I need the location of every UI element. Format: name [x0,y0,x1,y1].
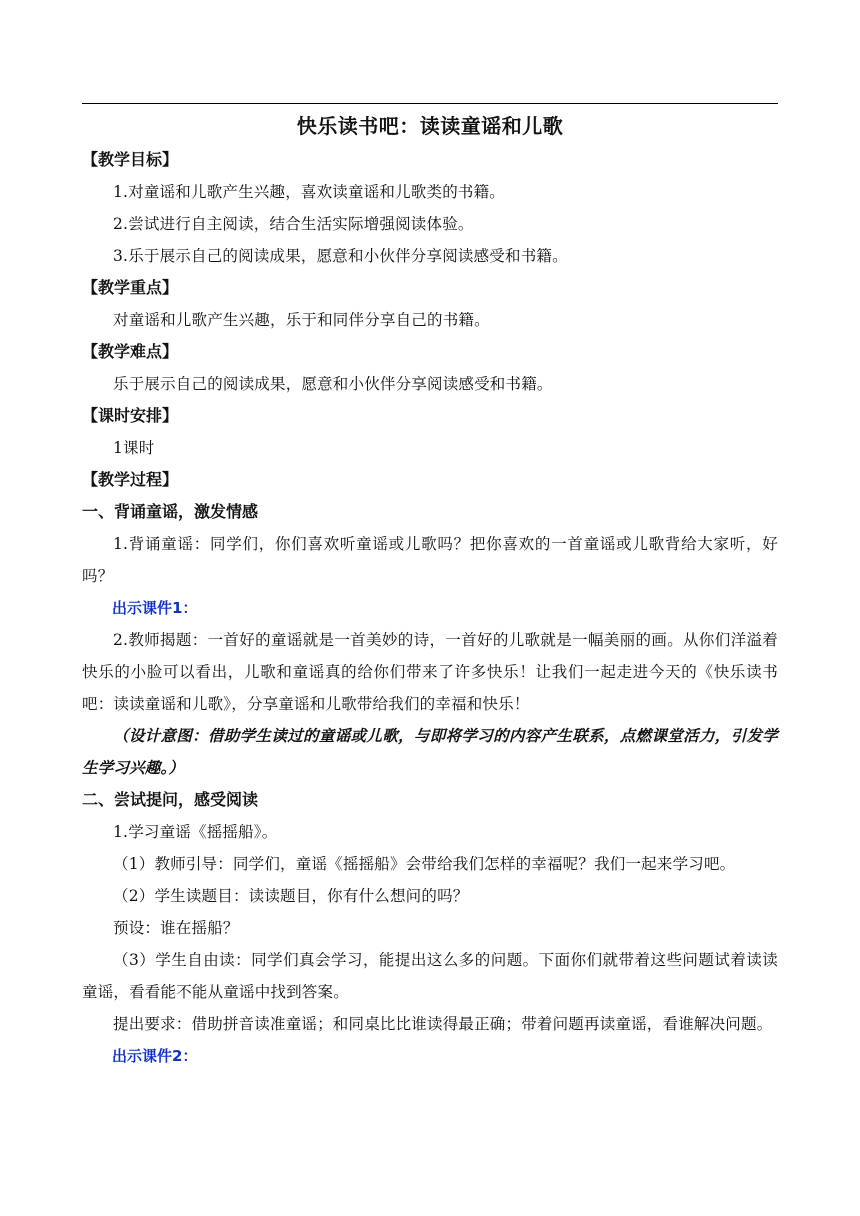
design-intent-note: （设计意图：借助学生读过的童谣或儿歌，与即将学习的内容产生联系，点燃课堂活力，引发学生学习兴趣。） [82,726,778,777]
section2-paragraph-2: （1）教师引导：同学们，童谣《摇摇船》会带给我们怎样的幸福呢？我们一起来学习吧。 [113,855,736,873]
document-title: 快乐读书吧：读读童谣和儿歌 [296,114,564,138]
section2-heading: 二、尝试提问，感受阅读 [82,790,259,809]
schedule-heading: 【课时安排】 [82,406,179,425]
section2-paragraph-1: 1.学习童谣《摇摇船》。 [113,823,278,841]
objective-item-2: 2.尝试进行自主阅读，结合生活实际增强阅读体验。 [113,215,474,233]
process-heading: 【教学过程】 [82,470,179,489]
objectives-heading: 【教学目标】 [82,150,179,169]
header-rule [82,103,778,104]
objective-item-3: 3.乐于展示自己的阅读成果，愿意和小伙伴分享阅读感受和书籍。 [113,247,568,265]
section2-paragraph-3: （2）学生读题目：读读题目，你有什么想问的吗？ [113,887,469,905]
section2-paragraph-4: 预设：谁在摇船？ [113,919,239,937]
section1-heading: 一、背诵童谣，激发情感 [82,502,259,521]
courseware-1-label: 出示课件1： [112,599,198,617]
key-points-text: 对童谣和儿歌产生兴趣，乐于和同伴分享自己的书籍。 [113,311,490,329]
section2-paragraph-5: （3）学生自由读：同学们真会学习，能提出这么多的问题。下面你们就带着这些问题试着读读童谣，看看能不能从童谣中找到答案。 [82,951,778,1001]
document-body [82,112,778,1072]
section1-paragraph-1: 1.背诵童谣：同学们，你们喜欢听童谣或儿歌吗？把你喜欢的一首童谣或儿歌背给大家听，好吗？ [82,535,778,585]
section1-paragraph-2: 2.教师揭题：一首好的童谣就是一首美妙的诗，一首好的儿歌就是一幅美丽的画。从你们洋溢着快乐的小脸可以看出，儿歌和童谣真的给你们带来了许多快乐！让我们一起走进今天的《快乐读书吧：读读童谣和儿歌》，分享童谣和儿歌带给我们的幸福和快乐！ [82,631,778,713]
courseware-2-label: 出示课件2： [112,1047,198,1065]
difficulties-text: 乐于展示自己的阅读成果，愿意和小伙伴分享阅读感受和书籍。 [113,375,553,393]
objective-item-1: 1.对童谣和儿歌产生兴趣，喜欢读童谣和儿歌类的书籍。 [113,183,505,201]
difficulties-heading: 【教学难点】 [82,342,179,361]
key-points-heading: 【教学重点】 [82,278,179,297]
section2-paragraph-6: 提出要求：借助拼音读准童谣；和同桌比比谁读得最正确；带着问题再读童谣，看谁解决问题。 [113,1015,773,1033]
schedule-text: 1课时 [113,439,155,457]
